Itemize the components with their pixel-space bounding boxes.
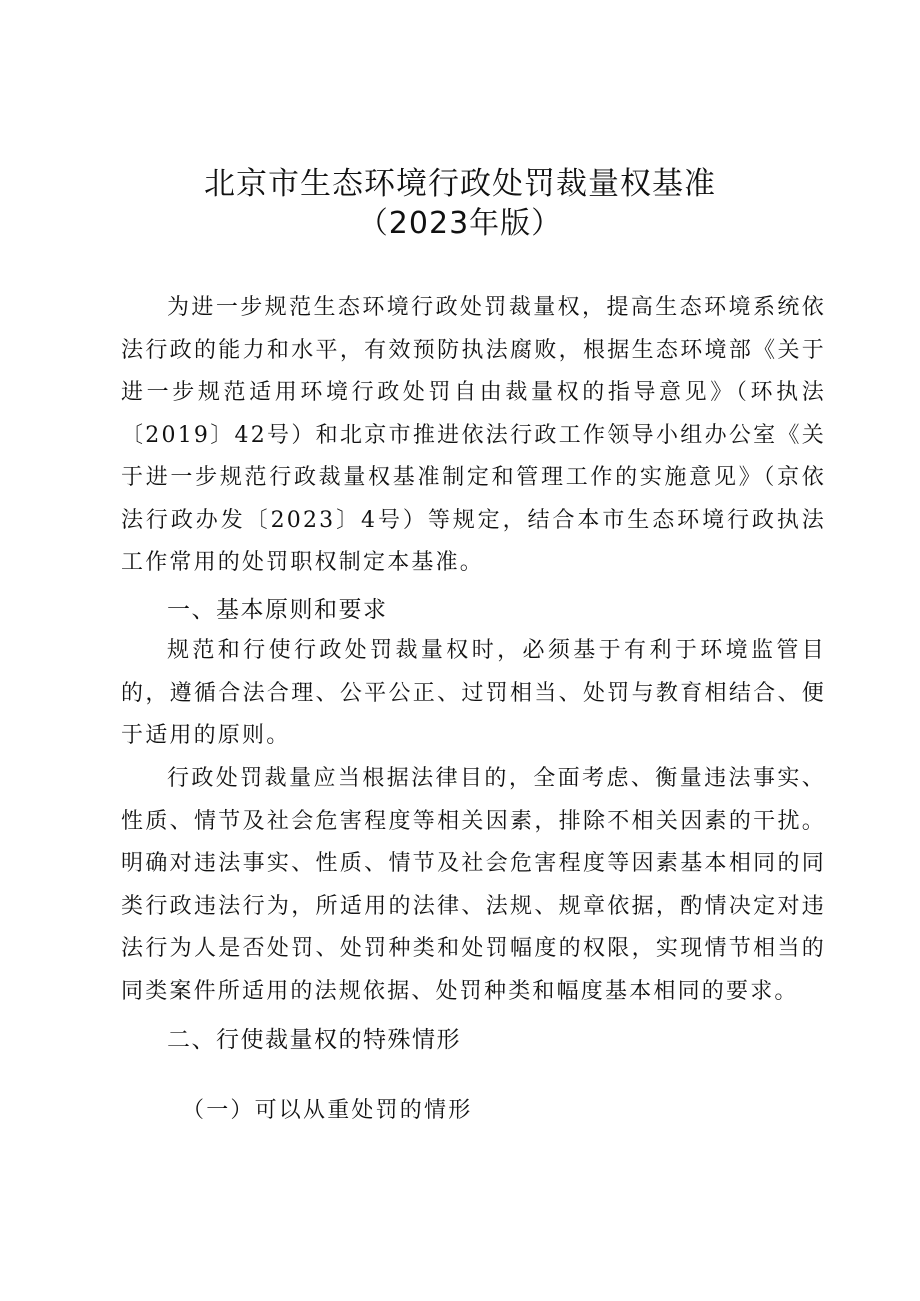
section-1-heading: 一、基本原则和要求 [167, 597, 388, 623]
section-2-heading: 二、行使裁量权的特殊情形 [167, 1027, 461, 1053]
section-1-paragraph-1: 规范和行使行政处罚裁量权时，必须基于有利于环境监管目的，遵循合法合理、公平公正、过罚相当、处罚与教育相结合、便于适用的原则。 [121, 638, 826, 748]
section-2-subheading: （一）可以从重处罚的情形 [182, 1098, 473, 1123]
document-title: 北京市生态环境行政处罚裁量权基准 [204, 166, 716, 202]
intro-paragraph: 为进一步规范生态环境行政处罚裁量权，提高生态环境系统依法行政的能力和水平，有效预防执法腐败，根据生态环境部《关于进一步规范适用环境行政处罚自由裁量权的指导意见》（环执法〔2019〕42号）和北京市推进依法行政工作领导小组办公室《关于进一步规范行政裁量权基准制定和管理工作的实施意见》（京依法行政办发〔2023〕4号）等规定，结合本市生态环境行政执法工作常用的处罚职权制定本基准。 [121, 295, 826, 575]
section-1-paragraph-2: 行政处罚裁量应当根据法律目的，全面考虑、衡量违法事实、性质、情节及社会危害程度等相关因素，排除不相关因素的干扰。明确对违法事实、性质、情节及社会危害程度等因素基本相同的同类行政违法行为，所适用的法律、法规、规章依据，酌情决定对违法行为人是否处罚、处罚种类和处罚幅度的权限，实现情节相当的同类案件所适用的法规依据、处罚种类和幅度基本相同的要求。 [121, 766, 826, 1004]
document-subtitle: （2023年版） [357, 206, 563, 241]
